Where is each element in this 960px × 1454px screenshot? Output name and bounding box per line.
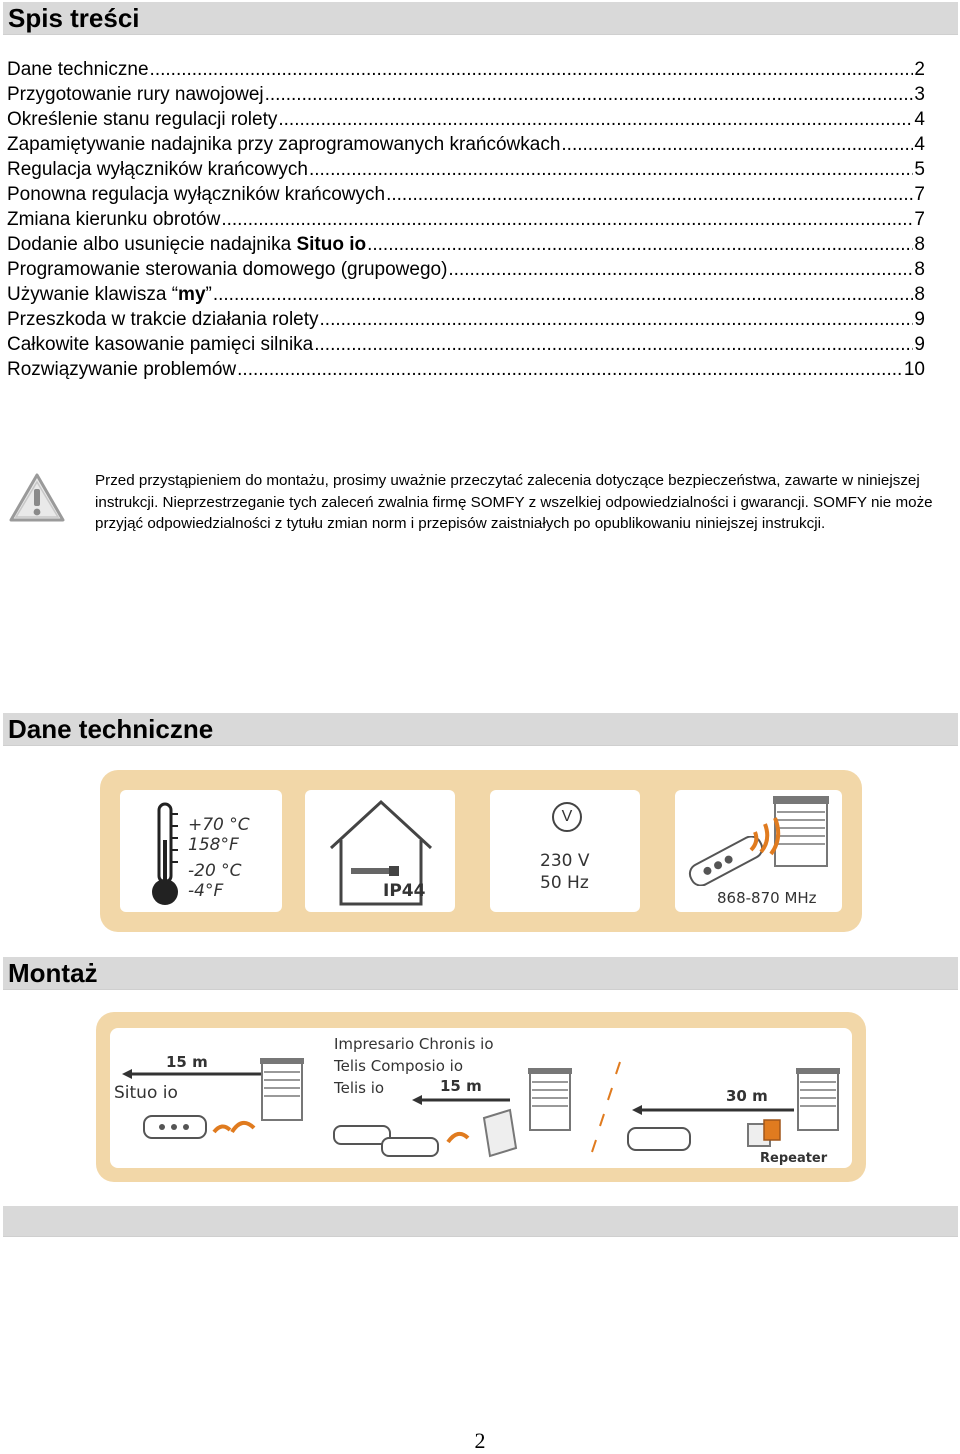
remote-model-1: Impresario Chronis io (334, 1035, 494, 1053)
radio-waves-icon (444, 1120, 484, 1148)
toc-entry-title: Dane techniczne (7, 59, 149, 80)
ip-rating: IP44 (383, 881, 426, 901)
toc-entry[interactable] (7, 57, 925, 82)
remote-control-icon (624, 1122, 694, 1156)
toc-list (7, 57, 925, 382)
toc-leader (278, 107, 913, 132)
repeater-label: Repeater (760, 1151, 828, 1166)
tech-heading: Dane techniczne (8, 714, 214, 744)
toc-leader (314, 332, 913, 357)
roller-shutter-icon (260, 1058, 304, 1122)
toc-leader (213, 282, 914, 307)
toc-entry[interactable] (7, 182, 925, 207)
toc-entry-page: 8 (914, 259, 925, 280)
empty-heading-band (3, 1206, 958, 1237)
range-arrow-icon (120, 1068, 280, 1080)
toc-leader (448, 257, 913, 282)
toc-leader (386, 182, 913, 207)
roller-shutter-icon (773, 796, 829, 868)
voltage-icon (552, 802, 582, 832)
toc-entry-title: Używanie klawisza “my” (7, 284, 212, 305)
repeater-icon (746, 1118, 786, 1150)
roller-shutter-icon (796, 1068, 840, 1132)
toc-entry[interactable] (7, 157, 925, 182)
range-15m-label-2: 15 m (440, 1077, 482, 1095)
protection-class-card (305, 790, 455, 912)
temp-min-fahrenheit: -4°F (188, 881, 224, 901)
temp-max-celsius: +70 °C (188, 815, 250, 835)
toc-leader (265, 82, 914, 107)
temp-max-fahrenheit: 158°F (188, 835, 239, 855)
toc-entry[interactable] (7, 82, 925, 107)
remote-control-icon (332, 1122, 442, 1162)
toc-entry[interactable] (7, 207, 925, 232)
toc-heading-band (3, 2, 958, 35)
wall-obstacle-icon (480, 1108, 520, 1158)
toc-entry-page: 8 (914, 234, 925, 255)
toc-entry-title: Dodanie albo usunięcie nadajnika Situo io (7, 234, 367, 255)
toc-entry-title: Zmiana kierunku obrotów (7, 209, 221, 230)
toc-leader (237, 357, 903, 382)
toc-entry-page: 5 (914, 159, 925, 180)
toc-entry-page: 7 (914, 209, 925, 230)
radio-frequency: 868-870 MHz (717, 889, 817, 907)
toc-entry[interactable] (7, 257, 925, 282)
toc-leader (367, 232, 913, 257)
montaz-heading-band (3, 957, 958, 990)
toc-entry-title: Ponowna regulacja wyłączników krańcowych (7, 184, 386, 205)
toc-entry-title: Przygotowanie rury nawojowej (7, 84, 264, 105)
range-arrow-icon (630, 1104, 800, 1116)
toc-entry-page: 10 (903, 359, 925, 380)
toc-entry[interactable] (7, 232, 925, 257)
toc-entry-title: Przeszkoda w trakcie działania rolety (7, 309, 319, 330)
toc-heading: Spis treści (8, 3, 140, 33)
toc-entry-page: 2 (914, 59, 925, 80)
toc-entry[interactable] (7, 357, 925, 382)
situo-label: Situo io (114, 1083, 178, 1103)
remote-model-2: Telis Composio io (334, 1057, 463, 1075)
montaz-heading: Montaż (8, 958, 98, 988)
frequency-value: 50 Hz (540, 873, 589, 893)
toc-entry-page: 8 (914, 284, 925, 305)
toc-leader (309, 157, 913, 182)
toc-leader (150, 57, 914, 82)
range-arrow-icon (410, 1094, 520, 1106)
remote-model-3: Telis io (334, 1079, 385, 1097)
toc-entry-page: 4 (914, 134, 925, 155)
toc-entry-title: Całkowite kasowanie pamięci silnika (7, 334, 314, 355)
toc-entry-title: Rozwiązywanie problemów (7, 359, 237, 380)
toc-entry-title: Określenie stanu regulacji rolety (7, 109, 278, 130)
toc-entry-page: 9 (914, 309, 925, 330)
toc-entry[interactable] (7, 132, 925, 157)
toc-leader (561, 132, 913, 157)
temp-min-celsius: -20 °C (188, 861, 242, 881)
toc-entry[interactable] (7, 307, 925, 332)
montaz-illustration-panel (96, 1012, 866, 1182)
radio-frequency-card (675, 790, 842, 912)
toc-entry[interactable] (7, 282, 925, 307)
safety-warning-text: Przed przystąpieniem do montażu, prosimy uważnie przeczytać zalecenia dotyczące bezpieczeństwa, zawarte w niniejszej instrukcji. Nieprzestrzeganie tych zaleceń zwalnia firmę SOMFY z wszelkiej odpowiedzialności i gwarancji. SOMFY nie może przyjąć odpowiedzialności z tytułu zmian norm i przepisów zaistniałych po opublikowaniu niniejszej instrukcji. (95, 472, 933, 532)
separator-dashes-icon (584, 1058, 624, 1168)
range-30m-label: 30 m (726, 1087, 768, 1105)
radio-waves-icon (210, 1108, 260, 1138)
toc-entry-title: Zapamiętywanie nadajnika przy zaprogramowanych krańcówkach (7, 134, 561, 155)
toc-entry-title: Programowanie sterowania domowego (grupowego) (7, 259, 448, 280)
tech-illustration-panel (100, 770, 862, 932)
toc-entry-page: 3 (914, 84, 925, 105)
toc-leader (221, 207, 913, 232)
toc-entry[interactable] (7, 332, 925, 357)
roller-shutter-icon (528, 1068, 572, 1132)
tech-heading-band (3, 713, 958, 746)
voltage-symbol: V (561, 808, 573, 825)
voltage-value: 230 V (540, 851, 590, 871)
temperature-card (120, 790, 282, 912)
radio-waves-icon (745, 812, 781, 860)
toc-entry-title: Regulacja wyłączników krańcowych (7, 159, 308, 180)
thermometer-icon (145, 800, 185, 910)
toc-entry-page: 4 (914, 109, 925, 130)
toc-entry[interactable] (7, 107, 925, 132)
toc-entry-page: 9 (914, 334, 925, 355)
toc-leader (320, 307, 914, 332)
range-card (110, 1028, 852, 1168)
power-supply-card (490, 790, 640, 912)
page-number: 2 (474, 1428, 486, 1453)
warning-triangle-icon (8, 472, 66, 524)
toc-entry-page: 7 (914, 184, 925, 205)
remote-control-icon (140, 1110, 210, 1144)
range-15m-label: 15 m (166, 1053, 208, 1071)
